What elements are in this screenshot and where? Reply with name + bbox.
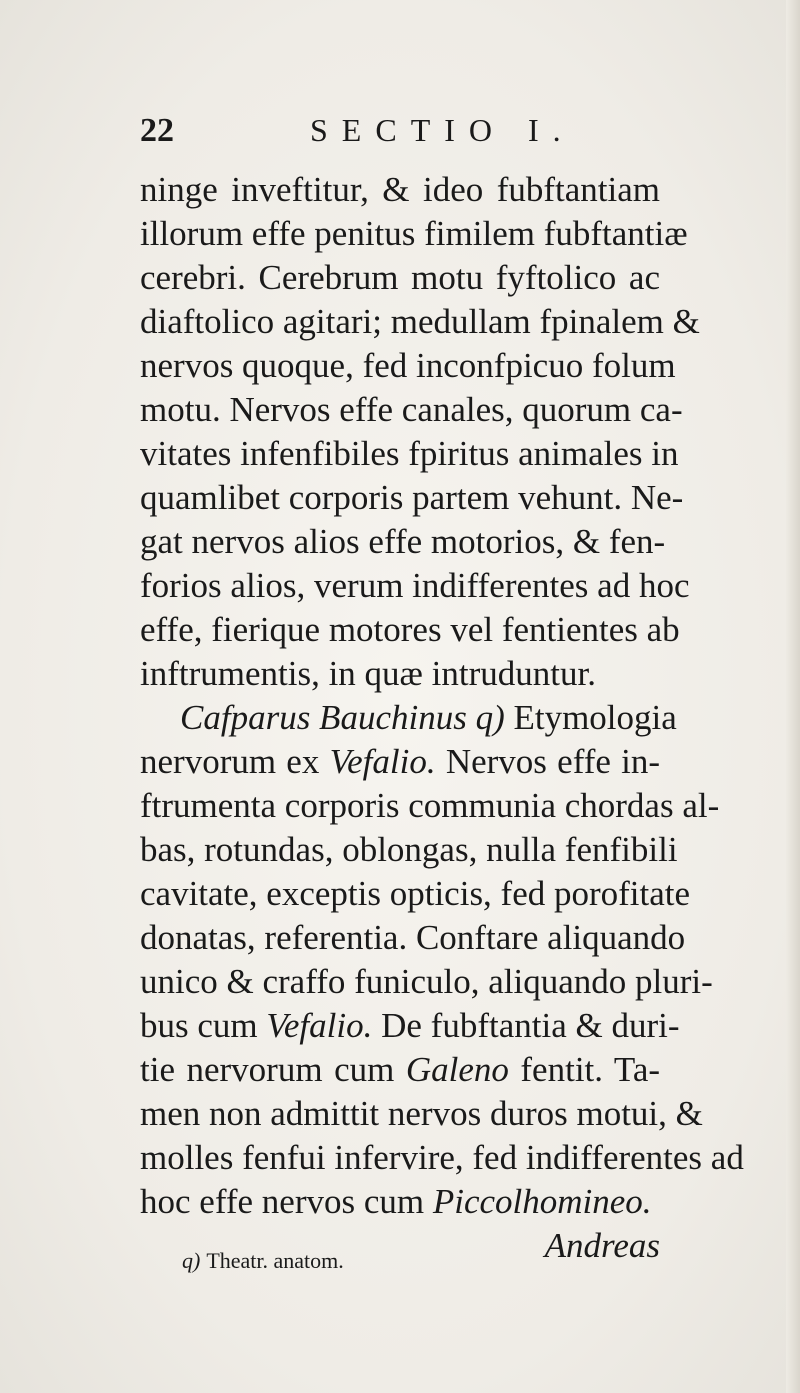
text-line: molles fenfui infervire, fed indifferentes ad bbox=[140, 1138, 744, 1177]
text-line: bas, rotundas, oblongas, nulla fenfibili bbox=[140, 830, 678, 869]
text-line: ftrumenta corporis communia chordas al- bbox=[140, 786, 720, 825]
text-block bbox=[140, 168, 744, 1268]
text-line: quamlibet corporis partem vehunt. Ne- bbox=[140, 478, 684, 517]
footnote-text: Theatr. anatom. bbox=[206, 1248, 344, 1273]
footnote-mark: q) bbox=[182, 1248, 201, 1273]
text-line: nervos quoque, fed inconfpicuo folum bbox=[140, 346, 676, 385]
text-line: tie nervorum cum Galeno fentit. Ta- bbox=[140, 1050, 661, 1089]
text-line: donatas, referentia. Conftare aliquando bbox=[140, 918, 686, 957]
text-line: ninge inveftitur, & ideo fubftantiam bbox=[140, 170, 660, 209]
author-name: Cafparus Bauchinus bbox=[180, 698, 467, 737]
text-line: nervorum ex Vefalio. Nervos effe in- bbox=[140, 742, 661, 781]
text-line: cavitate, exceptis opticis, fed porofitate bbox=[140, 874, 691, 913]
running-head bbox=[140, 112, 640, 152]
text-line: diaftolico agitari; medullam fpinalem & bbox=[140, 302, 700, 341]
text-line: illorum effe penitus fimilem fubftantiæ bbox=[140, 214, 688, 253]
text-line: hoc effe nervos cum Piccolhomineo. bbox=[140, 1182, 652, 1221]
text-line: vitates infenfibiles fpiritus animales in bbox=[140, 434, 679, 473]
footnote-reference: q) bbox=[475, 698, 505, 737]
section-title: SECTIO I. bbox=[310, 112, 575, 148]
cited-name: Vefalio. bbox=[266, 1006, 373, 1045]
text-line: unico & craffo funiculo, aliquando pluri- bbox=[140, 962, 713, 1001]
catchword: Andreas bbox=[544, 1226, 660, 1265]
page-number: 22 bbox=[140, 112, 174, 149]
cited-name: Galeno bbox=[405, 1050, 509, 1089]
text-line: cerebri. Cerebrum motu fyftolico ac bbox=[140, 258, 660, 297]
cited-name: Piccolhomineo. bbox=[432, 1182, 652, 1221]
text-line: motu. Nervos effe canales, quorum ca- bbox=[140, 390, 683, 429]
text-line: men non admittit nervos duros motui, & bbox=[140, 1094, 703, 1133]
text-line: gat nervos alios effe motorios, & fen- bbox=[140, 522, 666, 561]
footnote bbox=[182, 1248, 344, 1274]
page-edge bbox=[786, 0, 800, 1393]
cited-name: Vefalio. bbox=[329, 742, 436, 781]
text-line: effe, fierique motores vel fentientes ab bbox=[140, 610, 680, 649]
text-line: inftrumentis, in quæ intruduntur. bbox=[140, 654, 596, 693]
text-line: forios alios, verum indifferentes ad hoc bbox=[140, 566, 690, 605]
text-line: Cafparus Bauchinus q) Etymologia bbox=[180, 698, 677, 737]
text-line: bus cum Vefalio. De fubftantia & duri- bbox=[140, 1006, 680, 1045]
